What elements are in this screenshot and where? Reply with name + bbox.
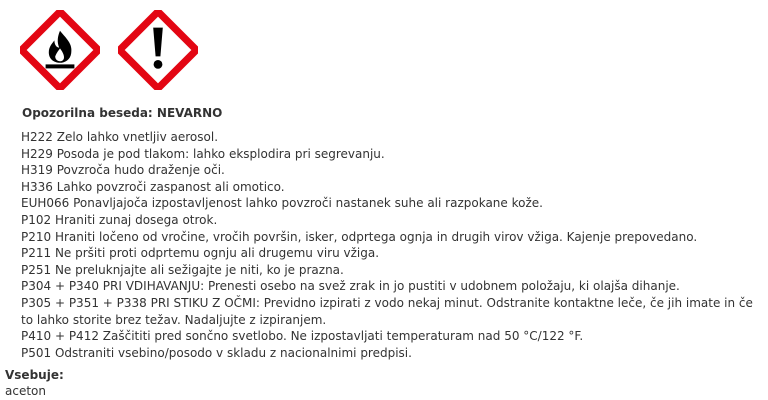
statement-p251: P251 Ne preluknjajte ali sežigajte je niti, ko je prazna. [21,262,344,277]
statement-h222: H222 Zelo lahko vnetljiv aerosol. [21,130,219,144]
statement-h336: H336 Lahko povzroči zaspanost ali omotico. [21,179,285,194]
statement-euh066: EUH066 Ponavljajoča izpostavljenost lahko povzroči nastanek suhe ali razpokane kože. [21,196,543,211]
statement-h229: H229 Posoda je pod tlakom: lahko eksplodira pri segrevanju. [21,146,385,161]
hazard-statements [21,129,766,361]
contains-label: Vsebuje: [5,368,64,382]
signal-word: Opozorilna beseda: NEVARNO [22,106,223,120]
hazard-pictograms [20,16,198,84]
statement-p211: P211 Ne pršiti proti odprtemu ognju ali drugemu viru vžiga. [21,246,380,261]
exclamation-mark-icon [118,10,198,90]
statement-p501: P501 Odstraniti vsebino/posodo v skladu z nacionalnimi predpisi. [21,345,412,360]
statement-p102: P102 Hraniti zunaj dosega otrok. [21,212,218,227]
statement-p410-p412: P410 + P412 Zaščititi pred sončno svetlobo. Ne izpostavljati temperaturam nad 50 °C/122 °F. [21,329,584,344]
statement-p304-p340: P304 + P340 PRI VDIHAVANJU: Prenesti osebo na svež zrak in jo pustiti v udobnem položaju, ki olajša dihanje. [21,279,680,294]
statement-h319: H319 Povzroča hudo draženje oči. [21,163,225,178]
contains-value: aceton [5,384,46,398]
statement-p210: P210 Hraniti ločeno od vročine, vročih površin, isker, odprtega ognja in drugih virov vžiga. Kajenje prepovedano. [21,229,698,244]
statement-p305-p351-p338: P305 + P351 + P338 PRI STIKU Z OČMI: Previdno izpirati z vodo nekaj minut. Odstranite kontaktne leče, če jih imate in če to lahko storite brez težav. Nadaljujte z izpiranjem. [21,295,753,327]
flame-icon [20,10,100,90]
